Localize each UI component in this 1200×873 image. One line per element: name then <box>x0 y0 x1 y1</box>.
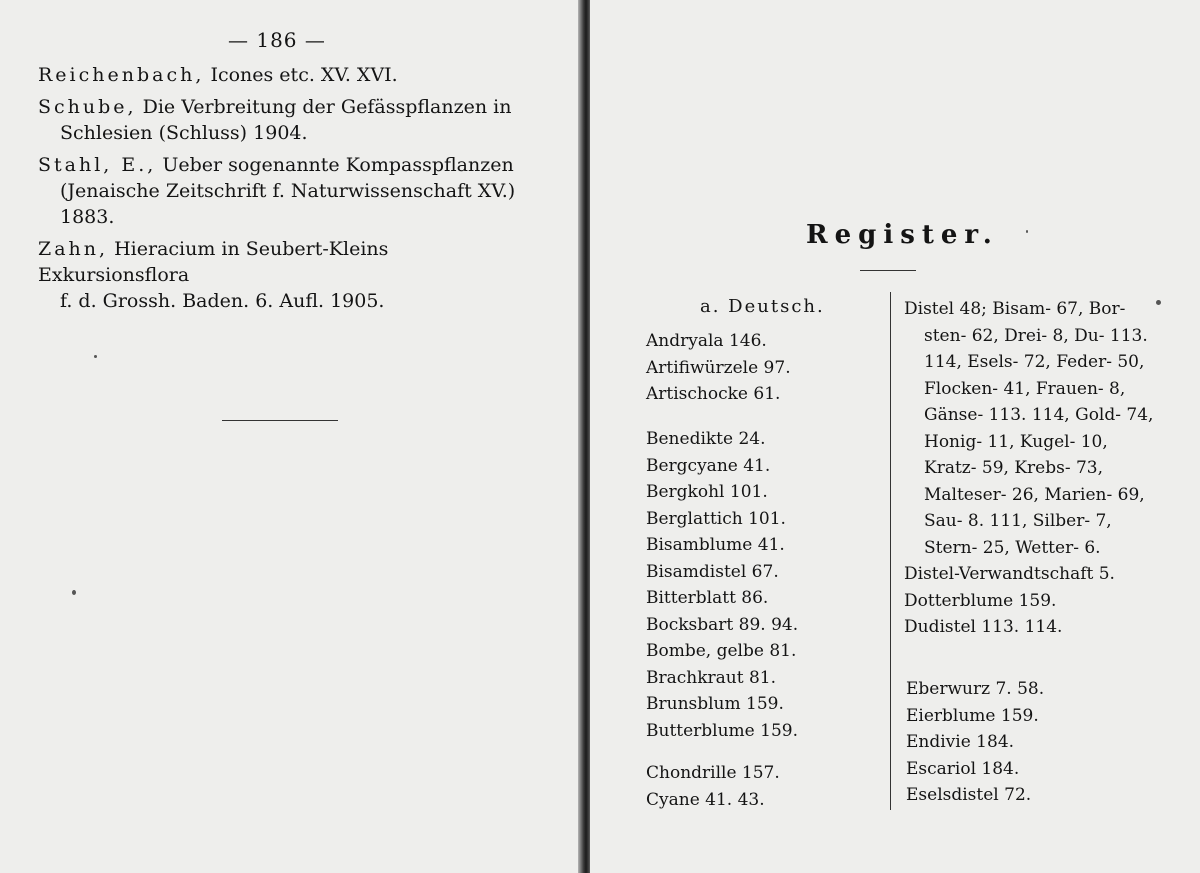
index-entry: Endivie 184. <box>906 732 1015 752</box>
bib-text: Hieracium in Seubert-Kleins Exkursionsflora <box>38 238 389 286</box>
index-group-b <box>646 426 798 744</box>
bib-text-cont: 1883. <box>60 206 115 228</box>
index-entry-cont: Kratz- 59, Krebs- 73, <box>924 458 1104 478</box>
bibliography-entry <box>38 62 534 88</box>
index-entry: Distel-Verwandtschaft 5. <box>904 564 1115 584</box>
bib-author: Stahl, E., <box>38 154 157 176</box>
left-page <box>0 0 582 873</box>
index-group-a <box>646 328 791 408</box>
bib-text-cont: f. d. Grossh. Baden. 6. Aufl. 1905. <box>60 290 385 312</box>
print-speck <box>72 590 76 595</box>
index-entry: Benedikte 24. <box>646 429 766 449</box>
index-entry: Cyane 41. 43. <box>646 789 765 810</box>
column-divider <box>890 292 891 810</box>
index-entry-cont: Gänse- 113. 114, Gold- 74, <box>924 405 1154 425</box>
bib-text: Die Verbreitung der Gefässpflanzen in <box>142 96 512 118</box>
index-entry: Bitterblatt 86. <box>646 588 769 608</box>
index-entry: Andryala 146. <box>646 331 767 351</box>
index-entry-cont: Sau- 8. 111, Silber- 7, <box>924 511 1112 531</box>
index-entry: Chondrille 157. <box>646 763 780 783</box>
index-entry: Bergcyane 41. <box>646 455 771 476</box>
section-heading: a. Deutsch. <box>700 296 825 317</box>
register-title: Register. <box>806 220 999 250</box>
index-entry: Berglattich 101. <box>646 508 786 529</box>
index-entry: Artischocke 61. <box>646 384 781 404</box>
bib-author: Zahn, <box>38 238 109 260</box>
bib-text-cont: Schlesien (Schluss) 1904. <box>60 122 308 144</box>
bibliography-entry <box>38 236 534 314</box>
index-entry-cont: Honig- 11, Kugel- 10, <box>924 431 1108 452</box>
index-entry-cont: Flocken- 41, Frauen- 8, <box>924 378 1126 399</box>
index-entry: Artifiwürzele 97. <box>646 357 791 378</box>
bibliography-entry <box>38 94 534 146</box>
print-speck <box>94 355 97 358</box>
bib-author: Reichenbach, <box>38 64 205 86</box>
index-entry: Butterblume 159. <box>646 720 798 741</box>
index-entry: Bergkohl 101. <box>646 482 768 502</box>
index-entry: Eselsdistel 72. <box>906 785 1032 805</box>
index-entry-cont: Malteser- 26, Marien- 69, <box>924 484 1145 505</box>
print-speck <box>1156 300 1161 305</box>
index-group-e <box>906 676 1044 809</box>
right-page <box>590 0 1200 873</box>
index-group-d <box>904 296 1153 641</box>
end-rule <box>222 420 338 421</box>
index-entry-distel: Distel 48; Bisam- 67, Bor- <box>904 299 1126 319</box>
index-entry: Bisamdistel 67. <box>646 561 779 582</box>
page-number: — 186 — <box>228 28 326 52</box>
index-entry: Brachkraut 81. <box>646 667 777 688</box>
index-entry: Eberwurz 7. 58. <box>906 679 1045 699</box>
bibliography-entry <box>38 152 534 230</box>
index-entry-cont: sten- 62, Drei- 8, Du- 113. <box>924 325 1148 346</box>
index-entry: Dotterblume 159. <box>904 590 1057 611</box>
index-entry-cont: Stern- 25, Wetter- 6. <box>924 537 1101 558</box>
index-entry: Escariol 184. <box>906 758 1020 779</box>
index-entry: Bisamblume 41. <box>646 535 785 555</box>
index-entry: Dudistel 113. 114. <box>904 617 1063 637</box>
bib-author: Schube, <box>38 96 137 118</box>
index-entry-cont: 114, Esels- 72, Feder- 50, <box>924 352 1145 372</box>
index-group-c <box>646 760 780 813</box>
index-entry: Brunsblum 159. <box>646 694 784 714</box>
title-rule <box>860 270 916 271</box>
bib-text: Icones etc. XV. XVI. <box>210 64 398 86</box>
bib-text-cont: (Jenaische Zeitschrift f. Naturwissenschaft XV.) <box>60 180 516 202</box>
bib-text: Ueber sogenannte Kompasspflanzen <box>162 154 514 176</box>
index-entry: Eierblume 159. <box>906 705 1039 726</box>
index-entry: Bombe, gelbe 81. <box>646 641 797 661</box>
print-speck <box>1026 230 1028 233</box>
index-entry: Bocksbart 89. 94. <box>646 614 799 635</box>
